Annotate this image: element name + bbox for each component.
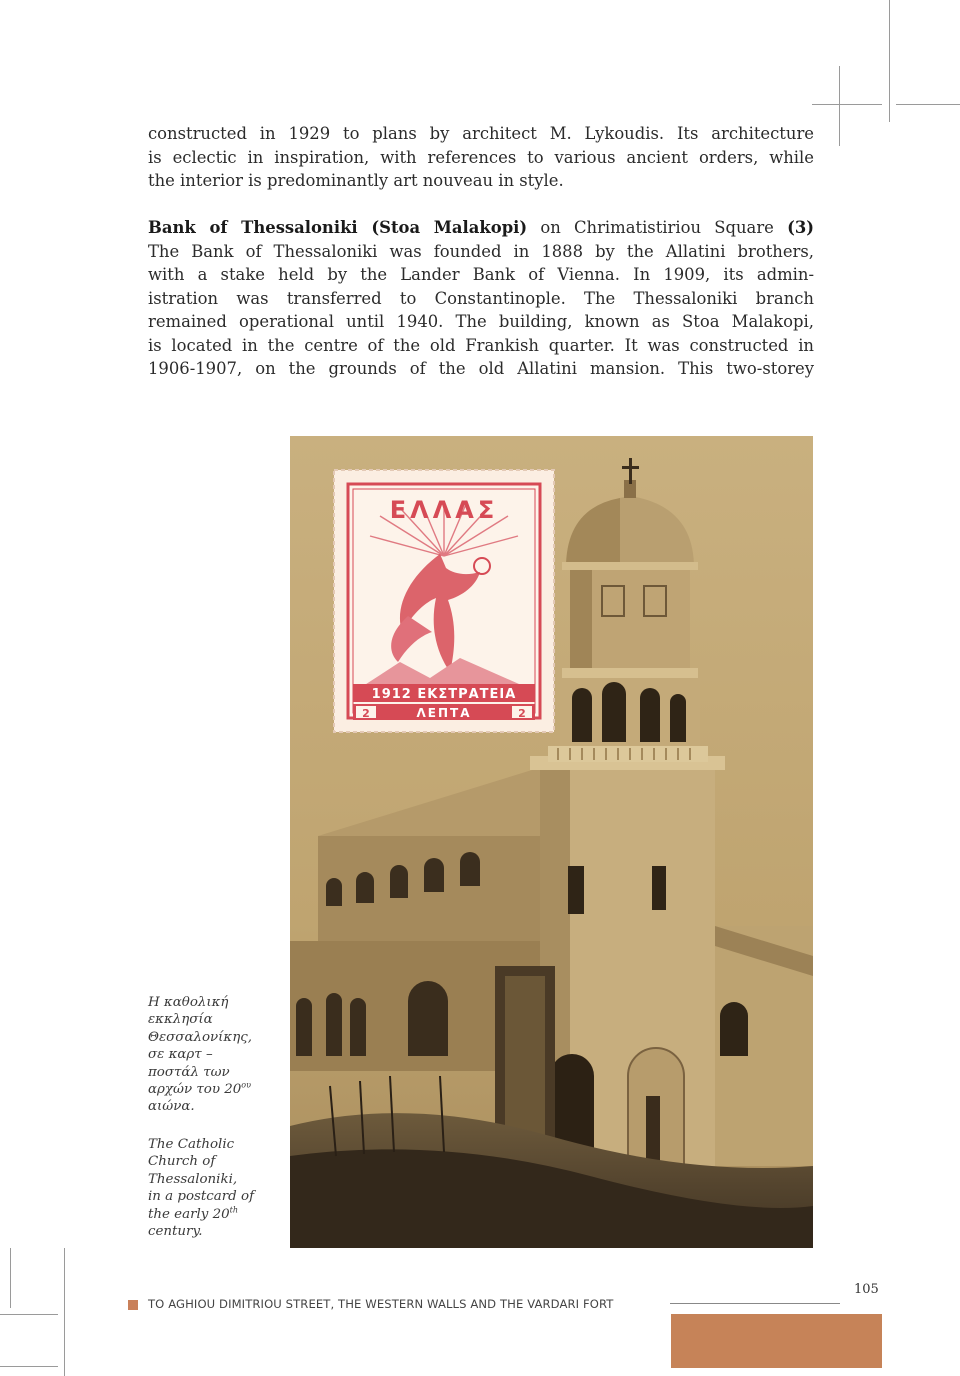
caption-line: in a postcard of	[148, 1189, 255, 1205]
stamp-country: ΕΛΛΑΣ	[389, 496, 499, 524]
crop-mark	[0, 1366, 58, 1367]
caption-line	[148, 1081, 278, 1098]
caption-line: century.	[148, 1224, 203, 1240]
caption-superscript: ου	[241, 1080, 251, 1090]
caption-line: The Catholic	[148, 1137, 235, 1152]
crop-mark	[64, 1248, 65, 1376]
crop-mark	[839, 66, 840, 146]
crop-mark	[0, 1314, 58, 1315]
caption-line: Church of	[148, 1154, 216, 1170]
section-heading	[148, 216, 814, 240]
text-line: the interior is predominantly art nouveau in style.	[148, 171, 564, 190]
text-line: istration was transferred to Constantinople. The Thessaloniki branch	[148, 288, 814, 308]
text-line: constructed in 1929 to plans by architect M. Lykoudis. Its architecture	[148, 124, 814, 143]
page-number: 105	[854, 1282, 879, 1297]
heading-bold: Bank of Thessaloniki (Stoa Malakopi)	[148, 218, 528, 237]
caption-text: αρχών του 20	[148, 1082, 242, 1098]
text-line: is eclectic in inspiration, with references to various ancient orders, while	[148, 147, 814, 167]
stamp-value-right: 2	[518, 707, 526, 720]
caption-line: αιώνα.	[148, 1099, 195, 1115]
text-line: 1906-1907, on the grounds of the old Allatini mansion. This two-storey	[148, 359, 814, 378]
caption-line: Η καθολική	[148, 995, 229, 1010]
caption-superscript: th	[229, 1205, 239, 1215]
caption-english	[148, 1136, 278, 1240]
postcard-photo	[290, 436, 813, 1248]
stamp-illustration	[334, 470, 554, 732]
caption-line: Thessaloniki,	[148, 1171, 238, 1187]
heading-ref: (3)	[787, 218, 814, 237]
text-line: The Bank of Thessaloniki was founded in 1888 by the Allatini brothers,	[148, 241, 814, 261]
footer-rule	[670, 1303, 840, 1304]
caption-line: ποστάλ των	[148, 1064, 230, 1080]
bank-section	[148, 216, 814, 381]
footer-color-block	[671, 1314, 882, 1368]
caption-line: σε καρτ –	[148, 1047, 213, 1063]
crop-mark	[812, 104, 882, 105]
caption-line: Θεσσαλονίκης,	[148, 1029, 252, 1045]
caption-greek	[148, 994, 278, 1116]
crop-mark	[10, 1248, 11, 1308]
heading-location: on Chrimatistiriou Square	[527, 218, 788, 237]
footer-marker	[128, 1300, 138, 1310]
text-line: is located in the centre of the old Frankish quarter. It was constructed in	[148, 335, 814, 355]
intro-paragraph	[148, 122, 814, 193]
stamp-band-text: 1912 ΕΚΣΤΡΑΤΕΙΑ	[371, 687, 517, 702]
running-footer-title: TO AGHIOU DIMITRIOU STREET, THE WESTERN WALLS AND THE VARDARI FORT	[148, 1297, 614, 1311]
text-line: remained operational until 1940. The building, known as Stoa Malakopi,	[148, 312, 814, 331]
stamp-value-left: 2	[362, 707, 370, 720]
crop-mark	[896, 104, 960, 105]
caption-line	[148, 1206, 278, 1223]
text-line: with a stake held by the Lander Bank of Vienna. In 1909, its admin-	[148, 265, 814, 284]
crop-mark	[889, 0, 890, 122]
caption-text: the early 20	[148, 1206, 230, 1222]
stamp-value-text: ΛΕΠΤΑ	[416, 706, 472, 720]
caption-line: εκκλησία	[148, 1012, 213, 1028]
